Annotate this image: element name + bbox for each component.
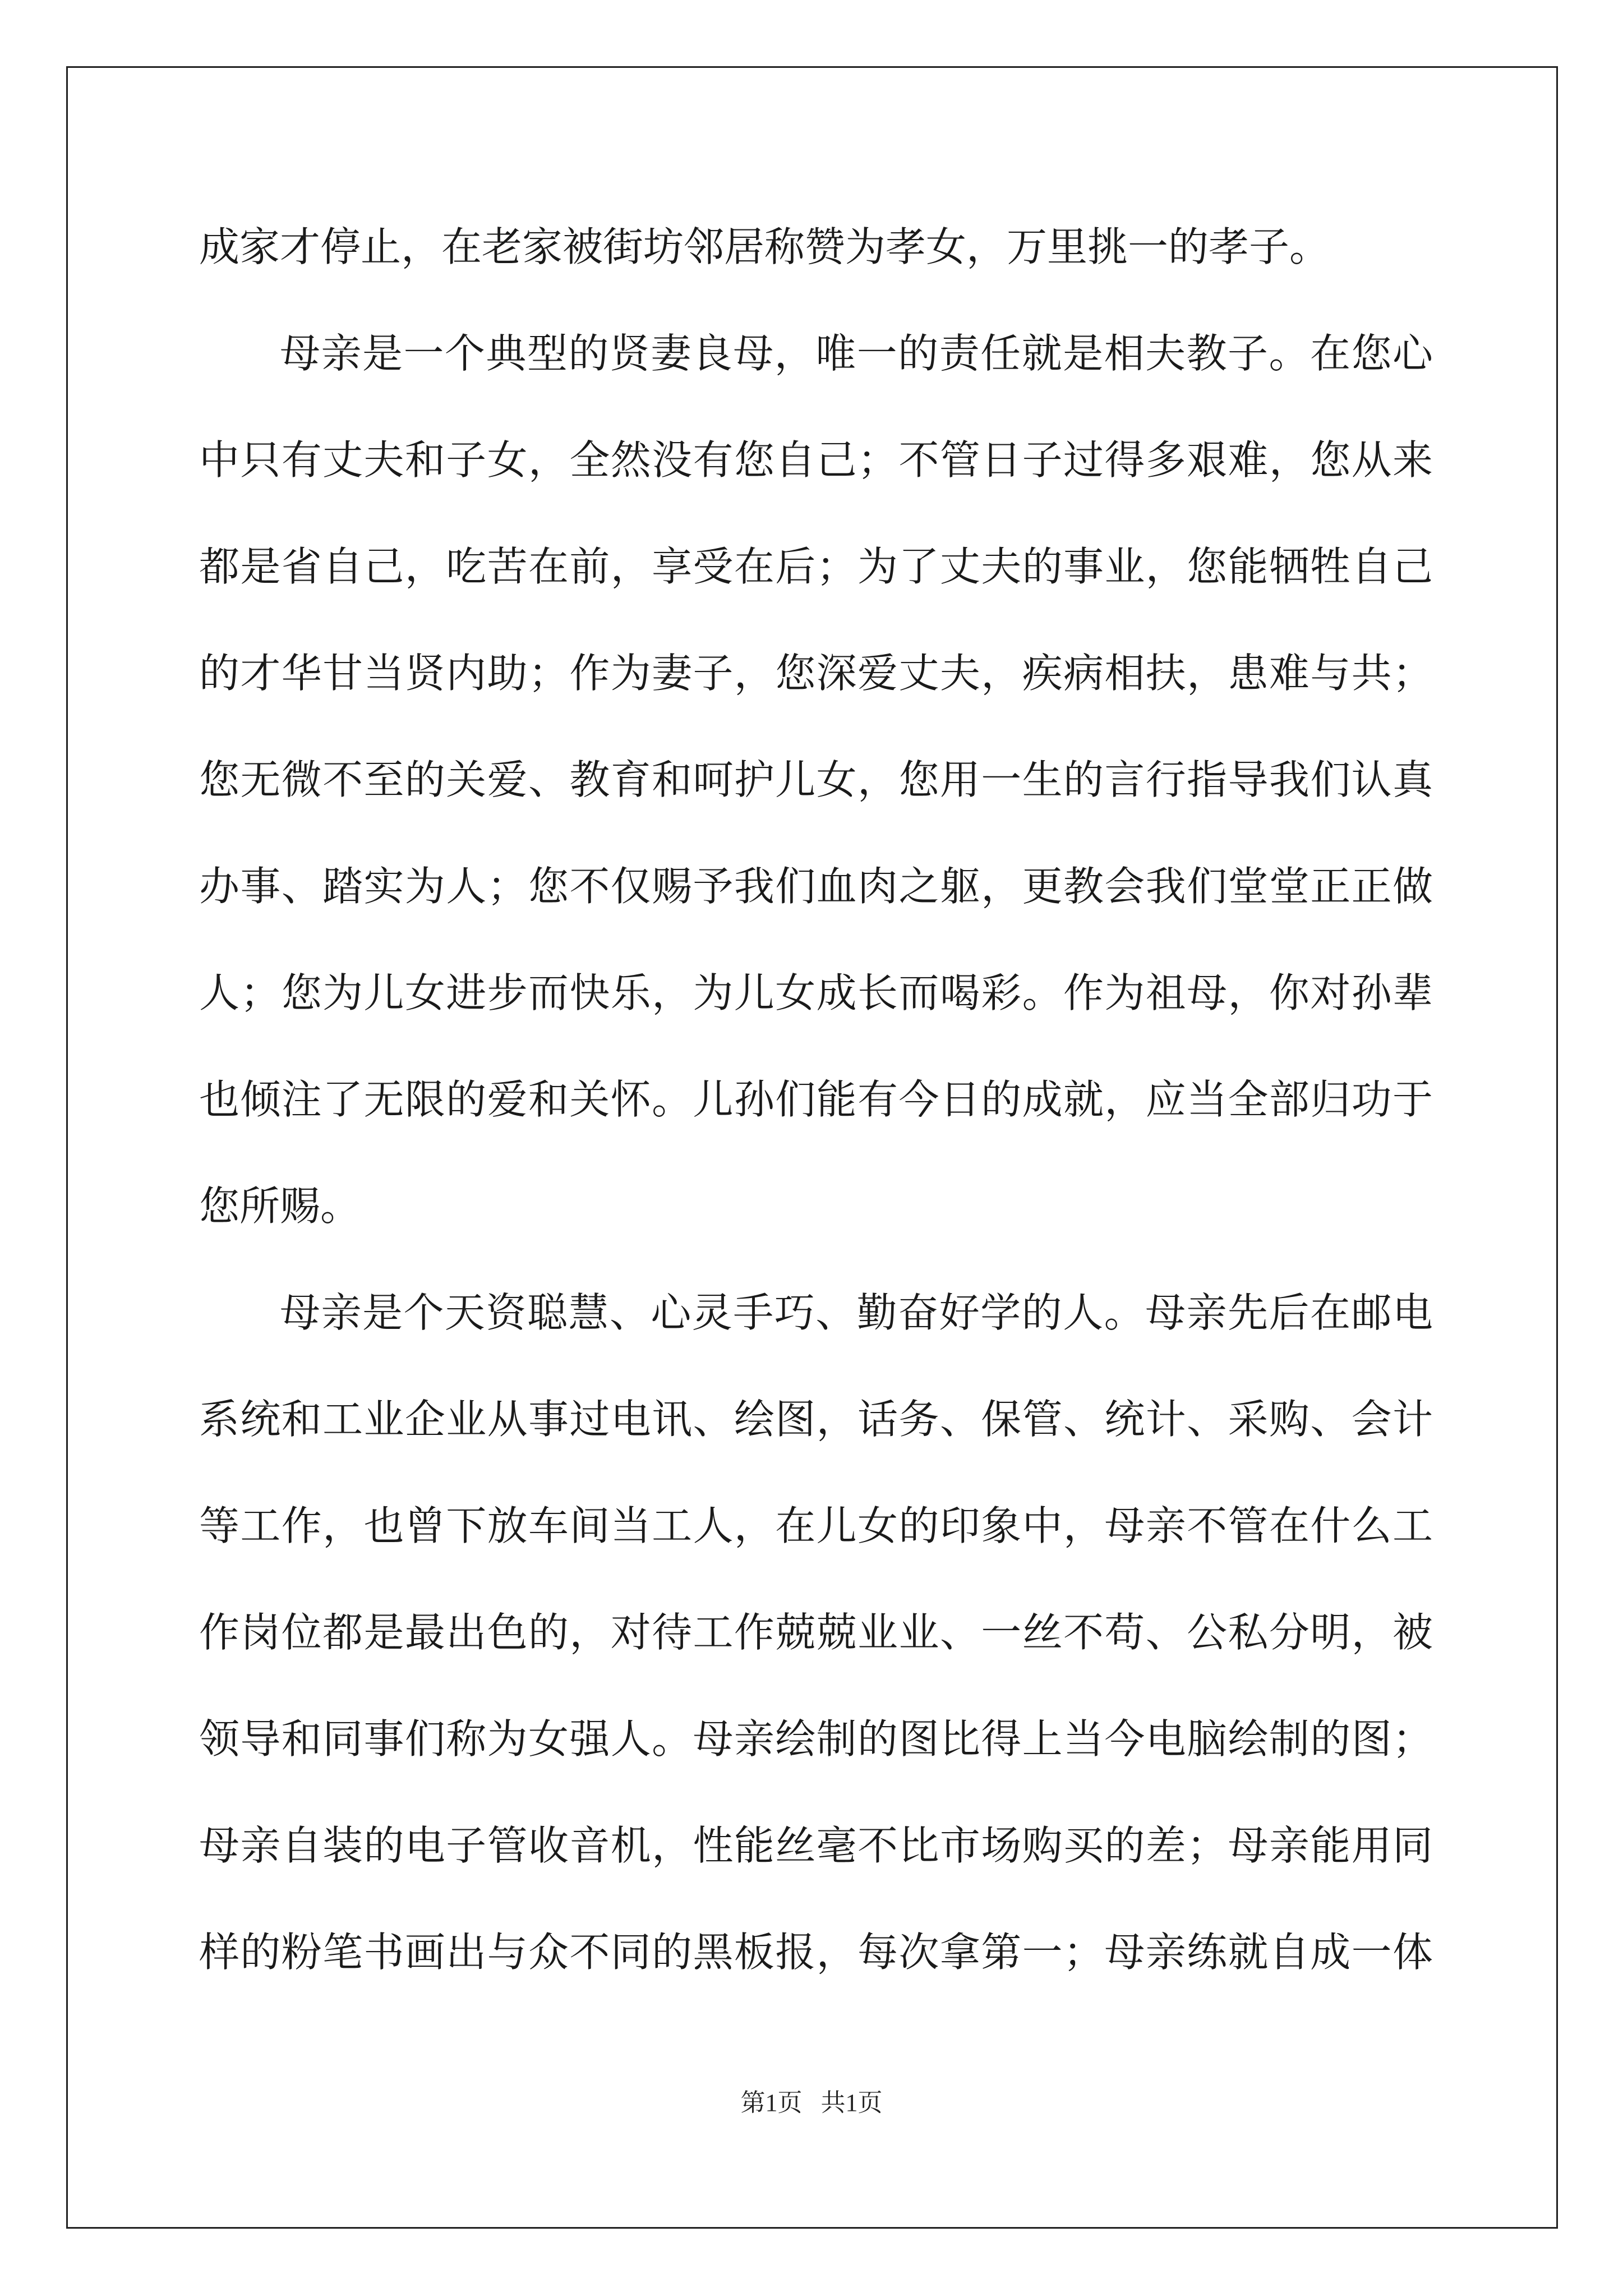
text-line: 母亲是一个典型的贤妻良母，唯一的责任就是相夫教子。在您心 [280,330,1433,377]
text-line: 样的粉笔书画出与众不同的黑板报，每次拿第一；母亲练就自成一体 [199,1929,1433,1976]
text-line: 的才华甘当贤内助；作为妻子，您深爱丈夫，疾病相扶，患难与共； [199,650,1433,697]
text-line: 领导和同事们称为女强人。母亲绘制的图比得上当今电脑绘制的图； [199,1715,1433,1763]
document-body [199,194,1433,2005]
text-line: 也倾注了无限的爱和关怀。儿孙们能有今日的成就，应当全部归功于 [199,1076,1433,1123]
text-line: 人；您为儿女进步而快乐，为儿女成长而喝彩。作为祖母，你对孙辈 [199,969,1433,1016]
text-line: 母亲自装的电子管收音机，性能丝毫不比市场购买的差；母亲能用同 [199,1822,1433,1869]
text-line: 都是省自己，吃苦在前，享受在后；为了丈夫的事业，您能牺牲自己 [199,543,1433,590]
text-line: 办事、踏实为人；您不仅赐予我们血肉之躯，更教会我们堂堂正正做 [199,863,1433,910]
text-line: 成家才停止，在老家被街坊邻居称赞为孝女，万里挑一的孝子。 [199,223,1330,270]
text-line: 您无微不至的关爱、教育和呵护儿女，您用一生的言行指导我们认真 [199,756,1433,803]
text-line: 母亲是个天资聪慧、心灵手巧、勤奋好学的人。母亲先后在邮电 [280,1289,1433,1336]
text-line: 作岗位都是最出色的，对待工作兢兢业业、一丝不苟、公私分明，被 [199,1609,1433,1656]
text-line: 系统和工业企业从事过电讯、绘图，话务、保管、统计、采购、会计 [199,1396,1433,1443]
page-footer [0,2082,1623,2118]
page-number-label: 第1页 共1页 [740,2089,883,2116]
text-line: 您所赐。 [199,1182,361,1230]
text-line: 中只有丈夫和子女，全然没有您自己；不管日子过得多艰难，您从来 [199,436,1433,484]
text-line: 等工作，也曾下放车间当工人，在儿女的印象中，母亲不管在什么工 [199,1502,1433,1549]
